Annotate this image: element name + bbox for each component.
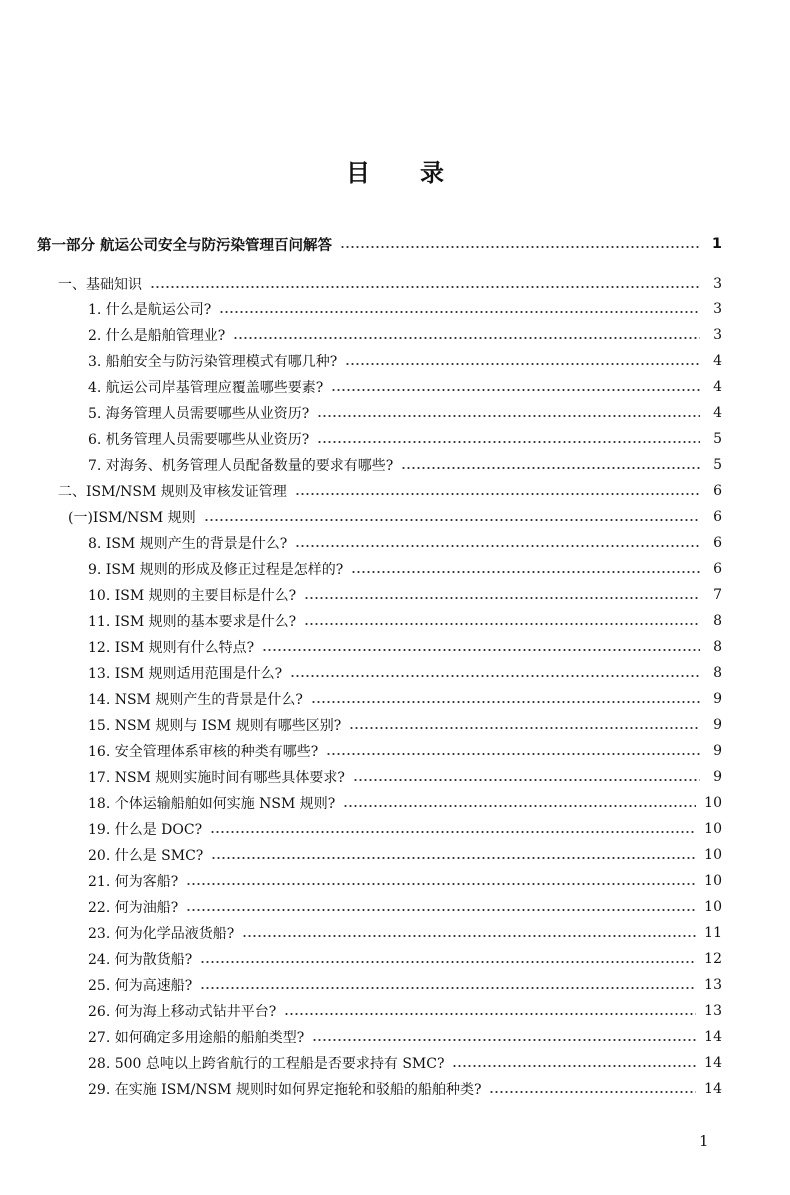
toc-entry-page: 8 (713, 613, 722, 629)
dot-leader (210, 830, 696, 834)
toc-entry-page: 13 (704, 1003, 722, 1019)
toc-entry-label: 22. 何为油船? (88, 900, 179, 916)
toc-entry-item[interactable] (88, 533, 722, 553)
toc-entry-page: 7 (713, 587, 722, 603)
toc-entry-label: 18. 个体运输船舶如何实施 NSM 规则? (88, 796, 336, 812)
toc-entry-item[interactable] (88, 299, 722, 319)
toc-entry-label: 2. 什么是船舶管理业? (88, 328, 226, 344)
toc-entry-item[interactable] (88, 949, 722, 969)
dot-leader (200, 986, 696, 990)
toc-entry-item[interactable] (88, 1027, 722, 1047)
toc-entry-item[interactable] (88, 975, 722, 995)
toc-entry-page: 6 (713, 561, 722, 577)
toc-entry-label: 17. NSM 规则实施时间有哪些具体要求? (88, 770, 345, 786)
toc-entry-item[interactable] (88, 715, 722, 735)
toc-entry-label: 12. ISM 规则有什么特点? (88, 640, 255, 656)
dot-leader (312, 1038, 696, 1042)
toc-entry-page: 6 (713, 509, 722, 525)
toc-entry-page: 10 (704, 899, 722, 915)
toc-entry-item[interactable] (88, 845, 722, 865)
toc-entry-label: 4. 航运公司岸基管理应覆盖哪些要素? (88, 380, 324, 396)
toc-entry-item[interactable] (88, 923, 722, 943)
toc-entry-page: 13 (704, 977, 722, 993)
toc-entry-item[interactable] (88, 585, 722, 605)
dot-leader (262, 648, 700, 652)
toc-entry-label: 20. 什么是 SMC? (88, 848, 204, 864)
toc-entry-page: 9 (713, 743, 722, 759)
toc-entry-page: 8 (713, 665, 722, 681)
toc-entry-label: 6. 机务管理人员需要哪些从业资历? (88, 432, 310, 448)
toc-entry-label: 25. 何为高速船? (88, 978, 193, 994)
toc-entry-label: 第一部分 航运公司安全与防污染管理百问解答 (37, 237, 333, 254)
toc-entry-page: 14 (704, 1081, 722, 1097)
toc-entry-page: 5 (713, 431, 722, 447)
dot-leader (401, 466, 700, 470)
toc-entry-item[interactable] (88, 793, 722, 813)
toc-entry-page: 14 (704, 1029, 722, 1045)
toc-entry-label: 5. 海务管理人员需要哪些从业资历? (88, 406, 310, 422)
toc-entry-label: 1. 什么是航运公司? (88, 302, 212, 318)
dot-leader (349, 726, 700, 730)
dot-leader (284, 1012, 696, 1016)
toc-entry-label: 8. ISM 规则产生的背景是什么? (88, 536, 288, 552)
toc-entry-item[interactable] (88, 455, 722, 475)
toc-entry-label: (一)ISM/NSM 规则 (68, 510, 196, 526)
dot-leader (233, 336, 700, 340)
toc-entry-item[interactable] (88, 819, 722, 839)
toc-entry-page: 9 (713, 717, 722, 733)
toc-entry-page: 1 (711, 236, 722, 252)
toc-entry-item[interactable] (88, 741, 722, 761)
toc-entry-page: 4 (713, 379, 722, 395)
footer-page-number: 1 (699, 1132, 709, 1150)
toc-entry-label: 11. ISM 规则的基本要求是什么? (88, 614, 297, 630)
toc-entry-label: 10. ISM 规则的主要目标是什么? (88, 588, 297, 604)
toc-entry-page: 11 (704, 925, 722, 941)
page-title: 目录 (346, 159, 494, 187)
toc-entry-chapter[interactable] (58, 274, 722, 294)
toc-entry-page: 8 (713, 639, 722, 655)
dot-leader (295, 544, 700, 548)
dot-leader (219, 310, 700, 314)
toc-entry-item[interactable] (88, 325, 722, 345)
toc-entry-page: 6 (713, 483, 722, 499)
toc-entry-page: 3 (713, 327, 722, 343)
dot-leader (351, 570, 700, 574)
toc-entry-label: 19. 什么是 DOC? (88, 822, 203, 838)
dot-leader (242, 934, 696, 938)
toc-entry-item[interactable] (88, 663, 722, 683)
toc-entry-page: 10 (704, 821, 722, 837)
toc-entry-item[interactable] (88, 403, 722, 423)
toc-entry-item[interactable] (88, 429, 722, 449)
dot-leader (186, 882, 696, 886)
dot-leader (345, 362, 700, 366)
dot-leader (295, 492, 700, 496)
toc-entry-item[interactable] (88, 611, 722, 631)
toc-entry-item[interactable] (88, 637, 722, 657)
toc-entry-page: 3 (713, 301, 722, 317)
toc-entry-label: 29. 在实施 ISM/NSM 规则时如何界定拖轮和驳船的船舶种类? (88, 1082, 482, 1098)
dot-leader (340, 245, 700, 249)
toc-entry-item[interactable] (88, 377, 722, 397)
toc-entry-page: 14 (704, 1055, 722, 1071)
toc-entry-page: 3 (713, 276, 722, 292)
toc-entry-label: 21. 何为客船? (88, 874, 179, 890)
toc-entry-page: 10 (704, 847, 722, 863)
toc-entry-item[interactable] (88, 871, 722, 891)
dot-leader (186, 908, 696, 912)
dot-leader (204, 518, 700, 522)
toc-entry-label: 9. ISM 规则的形成及修正过程是怎样的? (88, 562, 344, 578)
toc-entry-label: 28. 500 总吨以上跨省航行的工程船是否要求持有 SMC? (88, 1056, 445, 1072)
toc-entry-chapter[interactable] (58, 481, 722, 501)
toc-entry-label: 24. 何为散货船? (88, 952, 193, 968)
dot-leader (200, 960, 696, 964)
toc-entry-label: 14. NSM 规则产生的背景是什么? (88, 692, 303, 708)
toc-entry-page: 6 (713, 535, 722, 551)
toc-entry-label: 27. 如何确定多用途船的船舶类型? (88, 1030, 305, 1046)
toc-entry-label: 一、基础知识 (58, 277, 142, 293)
toc-entry-label: 二、ISM/NSM 规则及审核发证管理 (58, 484, 287, 500)
toc-entry-item[interactable] (88, 689, 722, 709)
dot-leader (317, 440, 700, 444)
dot-leader (211, 856, 696, 860)
toc-entry-page: 4 (713, 353, 722, 369)
toc-entry-item[interactable] (88, 351, 722, 371)
dot-leader (343, 804, 696, 808)
dot-leader (317, 414, 700, 418)
toc-entry-item[interactable] (88, 1001, 722, 1021)
dot-leader (326, 752, 700, 756)
dot-leader (452, 1064, 696, 1068)
toc-entry-part[interactable] (37, 234, 722, 254)
toc-entry-label: 15. NSM 规则与 ISM 规则有哪些区别? (88, 718, 342, 734)
toc-entry-label: 13. ISM 规则适用范围是什么? (88, 666, 283, 682)
toc-entry-page: 4 (713, 405, 722, 421)
toc-entry-item[interactable] (88, 1053, 722, 1073)
toc-entry-label: 16. 安全管理体系审核的种类有哪些? (88, 744, 319, 760)
toc-entry-item[interactable] (88, 897, 722, 917)
dot-leader (304, 622, 700, 626)
toc-entry-page: 9 (713, 691, 722, 707)
toc-entry-section[interactable] (68, 507, 722, 527)
dot-leader (304, 596, 700, 600)
toc-entry-page: 5 (713, 457, 722, 473)
toc-entry-label: 3. 船舶安全与防污染管理模式有哪几种? (88, 354, 338, 370)
toc-entry-label: 23. 何为化学品液货船? (88, 926, 235, 942)
toc-entry-item[interactable] (88, 559, 722, 579)
toc-entry-label: 26. 何为海上移动式钻井平台? (88, 1004, 277, 1020)
toc-entry-item[interactable] (88, 767, 722, 787)
dot-leader (150, 285, 700, 289)
toc-entry-item[interactable] (88, 1079, 722, 1099)
toc-entry-page: 10 (704, 873, 722, 889)
toc-entry-page: 12 (704, 951, 722, 967)
toc-entry-page: 10 (704, 795, 722, 811)
toc-entry-label: 7. 对海务、机务管理人员配备数量的要求有哪些? (88, 458, 394, 474)
dot-leader (331, 388, 700, 392)
dot-leader (353, 778, 700, 782)
dot-leader (489, 1090, 696, 1094)
dot-leader (311, 700, 700, 704)
dot-leader (290, 674, 700, 678)
toc-entry-page: 9 (713, 769, 722, 785)
